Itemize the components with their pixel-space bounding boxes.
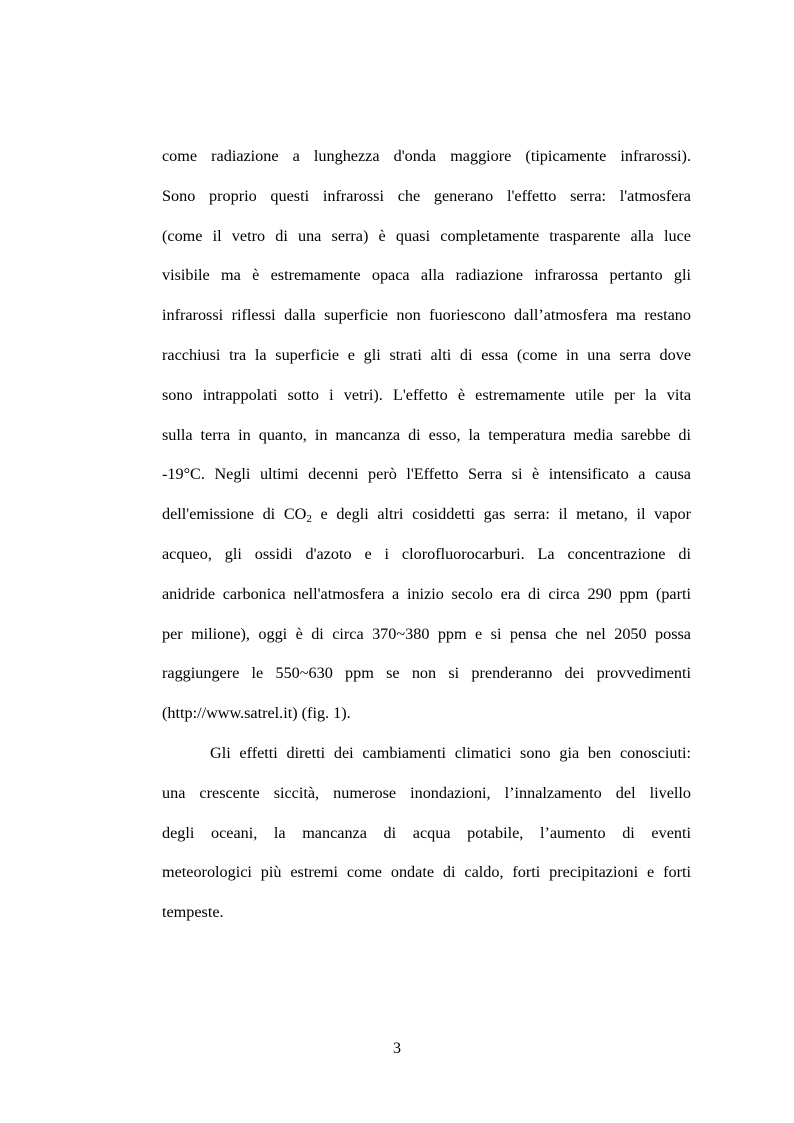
page-number: 3 [393,1040,401,1057]
text-line: visibile ma è estremamente opaca alla radiazione infrarossa pertanto gli [162,266,691,285]
text-line: Sono proprio questi infrarossi che generano l'effetto serra: l'atmosfera [162,186,691,205]
text-line: raggiungere le 550~630 ppm se non si prenderanno dei provvedimenti [162,664,691,683]
text-line: sono intrappolati sotto i vetri). L'effetto è estremamente utile per la vita [162,385,691,404]
text-line: (come il vetro di una serra) è quasi completamente trasparente alla luce [162,226,691,245]
text-line: racchiusi tra la superficie e gli strati alti di essa (come in una serra dove [162,345,691,364]
text-line: anidride carbonica nell'atmosfera a inizio secolo era di circa 290 ppm (parti [162,584,691,603]
text-line: (http://www.satrel.it) (fig. 1). [162,704,351,723]
co2-subscript: 2 [306,513,312,526]
text-line: tempeste. [162,903,224,922]
text-line: acqueo, gli ossidi d'azoto e i clorofluorocarburi. La concentrazione di [162,544,691,563]
text-line: Gli effetti diretti dei cambiamenti climatici sono gia ben conosciuti: [210,743,691,762]
text-line: una crescente siccità, numerose inondazioni, l’innalzamento del livello [162,783,691,802]
co2-line-rest: e degli altri cosiddetti gas serra: il metano, il vapor [311,505,692,524]
text-line: meteorologici più estremi come ondate di caldo, forti precipitazioni e forti [162,863,691,882]
text-line-co2 [162,501,691,541]
paragraph-1 [162,143,691,740]
text-line: -19°C. Negli ultimi decenni però l'Effetto Serra si è intensificato a causa [162,465,691,484]
text-line: infrarossi riflessi dalla superficie non fuoriescono dall’atmosfera ma restano [162,306,691,325]
co2-prefix: dell'emissione di CO [162,505,307,524]
paragraph-2 [162,740,691,939]
text-line: degli oceani, la mancanza di acqua potabile, l’aumento di eventi [162,823,691,842]
text-line: sulla terra in quanto, in mancanza di esso, la temperatura media sarebbe di [162,425,691,444]
text-line: come radiazione a lunghezza d'onda maggiore (tipicamente infrarossi). [162,147,691,165]
text-line: per milione), oggi è di circa 370~380 ppm e si pensa che nel 2050 possa [162,624,691,643]
body-text [162,143,691,939]
